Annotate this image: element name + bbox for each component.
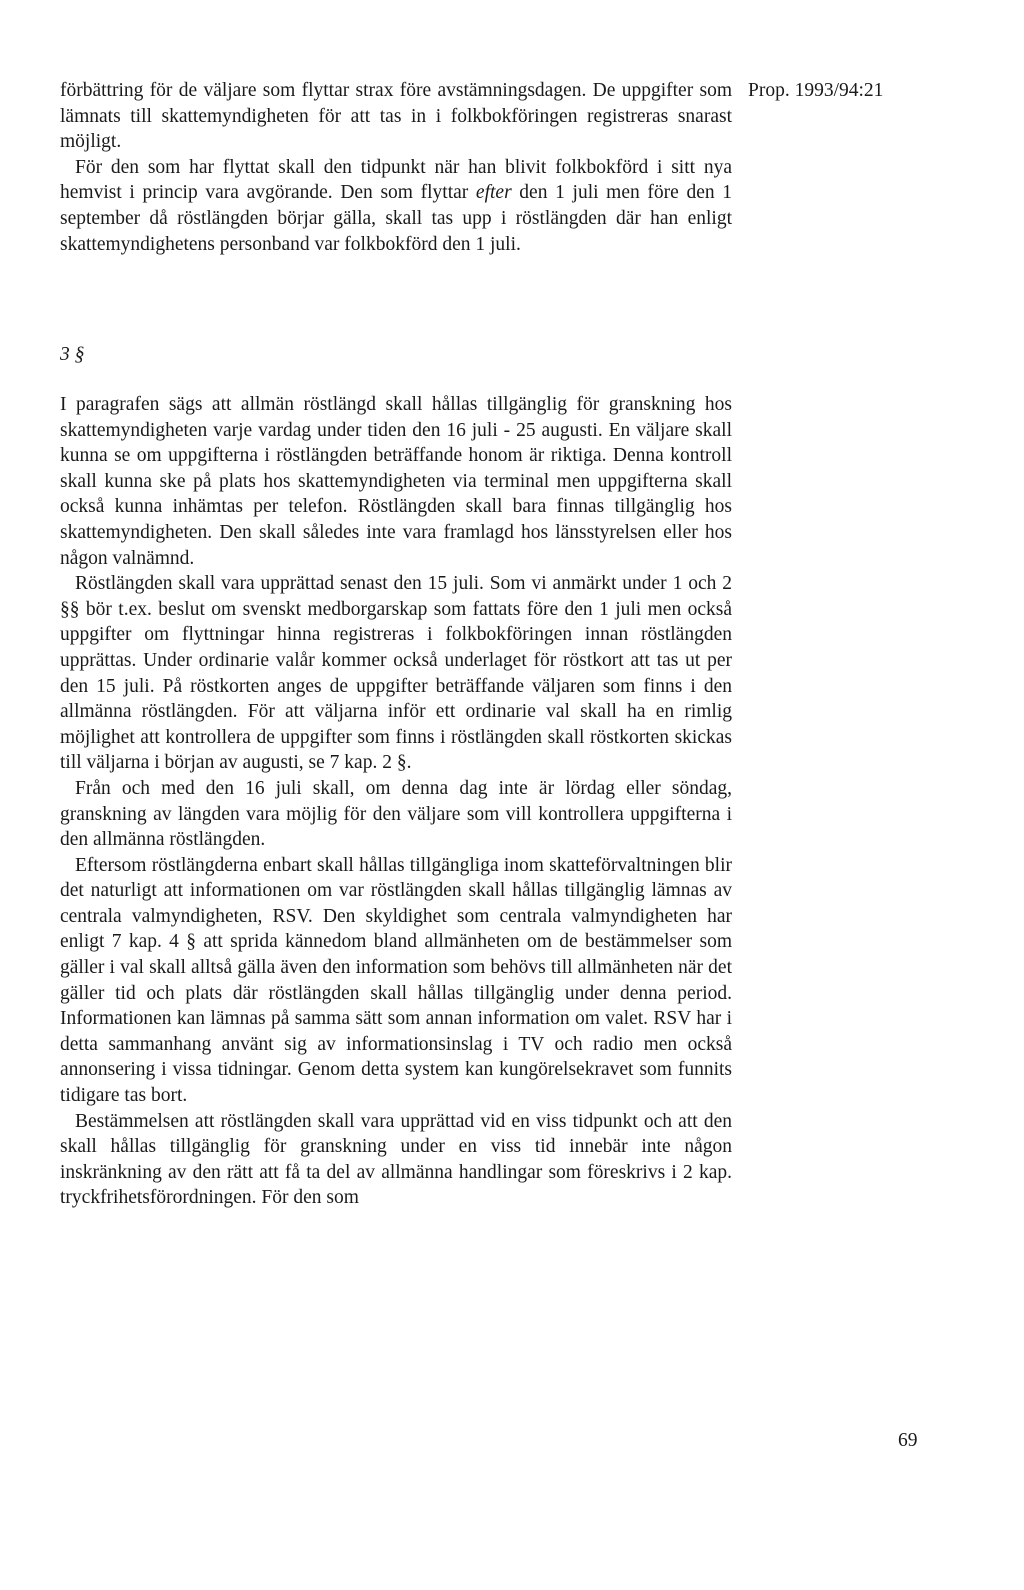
paragraph	[60, 155, 732, 257]
sentence: den 1 juli men före den 1 september då röstlängden börjar gälla, skall tas upp i röstlängden där han enligt skattemyndighetens personband var folkbokförd den 1 juli.	[60, 182, 733, 255]
paragraph: I paragrafen sägs att allmän röstlängd skall hållas tillgänglig för granskning hos skattemyndigheten varje vardag under tiden den 16 juli - 25 augusti. En väljare skall kunna se om uppgifterna i röstlängden beträffande honom är riktiga. Denna kontroll skall kunna ske på plats hos skattemyndigheten via terminal men uppgifterna skall också kunna inhämtas per telefon. Röstlängden skall bara finnas tillgänglig hos skattemyndigheten. Den skall således inte vara framlagd hos länsstyrelsen eller hos någon valnämnd.	[60, 394, 732, 569]
paragraph: Röstlängden skall vara upprättad senast den 15 juli. Som vi anmärkt under 1 och 2 §§ bör t.ex. beslut om svenskt medborgarskap som fattats före den 1 juli men också uppgifter om flyttningar hinna registreras i folkbokföringen innan röstlängden upprättas. Under ordinarie valår kommer också underlaget för röstkort att tas ut per den 15 juli. På röstkorten anges de uppgifter beträffande väljaren som finns i den allmänna röstlängden. För att väljarna inför ett ordinarie val skall ha en rimlig möjlighet att kontrollera de uppgifter som finns i röstlängden skall röstkorten skickas till väljarna i början av augusti, se 7 kap. 2 §.	[60, 573, 732, 774]
emphasis: efter	[475, 182, 512, 204]
intro-text	[60, 78, 732, 257]
page-number: 69	[898, 1430, 918, 1451]
paragraph: Bestämmelsen att röstlängden skall vara upprättad vid en viss tidpunkt och att den skall hållas tillgänglig för granskning under en viss tid innebär inte någon inskränkning av den rätt att få ta del av allmänna handlingar som föreskrivs i 2 kap. tryckfrihetsförordningen. För den som	[60, 1110, 732, 1209]
sentence: För den som har flyttat skall den tidpunkt när han blivit folkbokförd i sitt nya hemvist i princip vara avgörande.	[60, 156, 732, 204]
sentence: Den som flyttar	[340, 182, 476, 204]
paragraph: Från och med den 16 juli skall, om denna dag inte är lördag eller söndag, granskning av längden vara möjlig för den väljare som vill kontrollera uppgifterna i den allmänna röstlängden.	[60, 777, 732, 851]
paragraph: förbättring för de väljare som flyttar strax före avstämningsdagen. De uppgifter som lämnats till skattemyndigheten för att tas in i folkbokföringen registreras snarast möjligt.	[60, 80, 732, 153]
section-heading: 3 §	[60, 344, 85, 365]
paragraph: Eftersom röstlängderna enbart skall hållas tillgängliga inom skatteförvaltningen blir det naturligt att informationen om var röstlängden skall hållas tillgänglig lämnas av centrala valmyndigheten, RSV. Den skyldighet som centrala valmyndigheten har enligt 7 kap. 4 § att sprida kännedom bland allmänheten om de bestämmelser som gäller i val skall alltså gälla även den information som behövs till allmänheten när det gäller tid och plats där röstlängden skall hållas tillgänglig under denna period. Informationen kan lämnas på samma sätt som annan information om valet. RSV har i detta sammanhang använt sig av informationsinslag i TV och radio men också annonsering i vissa tidningar. Genom detta system kan kungörelsekravet som funnits tidigare tas bort.	[60, 854, 732, 1107]
section-body	[60, 392, 732, 1211]
proposition-reference: Prop. 1993/94:21	[748, 80, 884, 101]
